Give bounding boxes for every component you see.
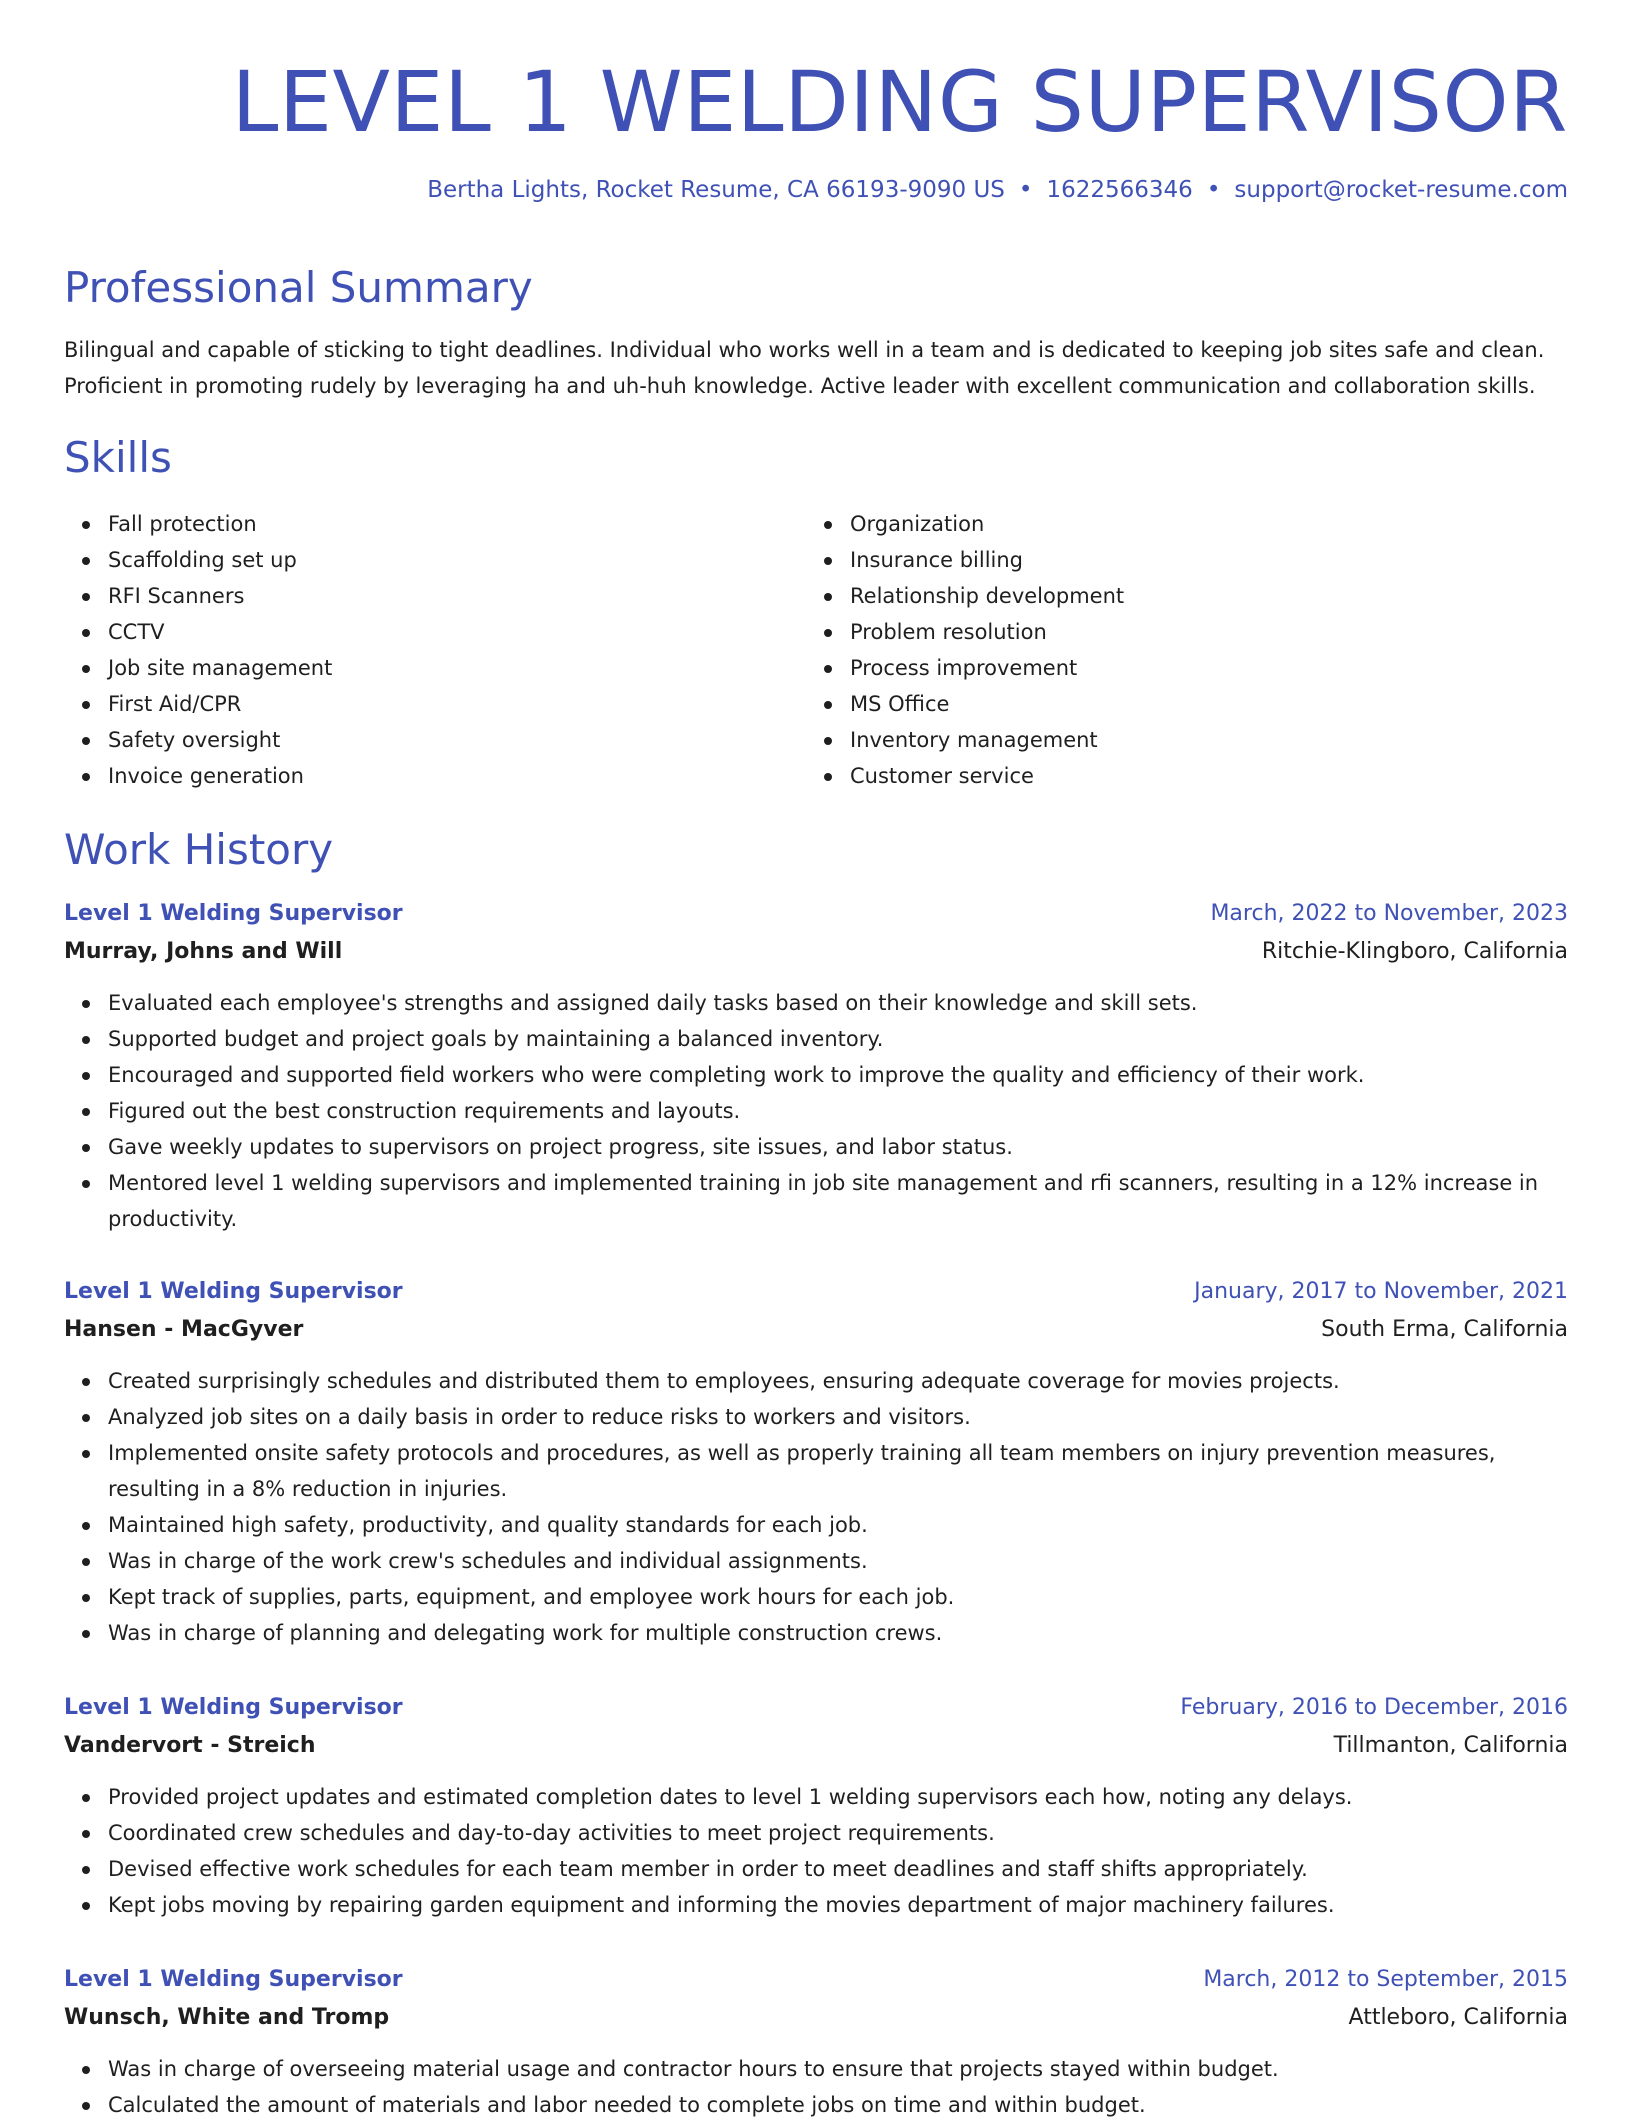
- contact-phone: 1622566346: [1046, 177, 1193, 203]
- job-bullet: Gave weekly updates to supervisors on project progress, site issues, and labor status.: [108, 1129, 1568, 1165]
- job-company: Vandervort - Streich: [64, 1733, 316, 1758]
- job-bullets: [64, 1779, 1568, 1923]
- job-entry: [64, 895, 1568, 1237]
- resume-title: LEVEL 1 WELDING SUPERVISOR: [231, 53, 1568, 151]
- job-entry: [64, 1689, 1568, 1923]
- skill-item: Insurance billing: [850, 542, 1124, 578]
- job-header-row: [64, 1273, 1568, 1311]
- work-history-heading: Work History: [64, 825, 334, 874]
- skill-item: Scaffolding set up: [108, 542, 332, 578]
- contact-separator: •: [1018, 177, 1033, 203]
- job-bullet: Maintained high safety, productivity, and quality standards for each job.: [108, 1507, 1568, 1543]
- job-company-row: [64, 933, 1568, 971]
- job-bullet: Devised effective work schedules for each team member in order to meet deadlines and staff shifts appropriately.: [108, 1851, 1568, 1887]
- skills-list-right: [806, 506, 1124, 794]
- contact-address: Bertha Lights, Rocket Resume, CA 66193-9090 US: [427, 177, 1005, 203]
- job-entry: [64, 1961, 1568, 2123]
- job-title: Level 1 Welding Supervisor: [64, 1695, 403, 1720]
- skill-item: Process improvement: [850, 650, 1124, 686]
- job-bullet: Was in charge of planning and delegating work for multiple construction crews.: [108, 1615, 1568, 1651]
- skill-item: Organization: [850, 506, 1124, 542]
- resume-header: [64, 52, 1568, 206]
- job-bullet: Was in charge of the work crew's schedules and individual assignments.: [108, 1543, 1568, 1579]
- job-location: South Erma, California: [1321, 1317, 1568, 1342]
- contact-separator: •: [1206, 177, 1221, 203]
- skill-item: CCTV: [108, 614, 332, 650]
- skill-item: Customer service: [850, 758, 1124, 794]
- skill-item: Fall protection: [108, 506, 332, 542]
- job-dates: February, 2016 to December, 2016: [1180, 1695, 1568, 1720]
- skill-item: Safety oversight: [108, 722, 332, 758]
- job-bullet: Created surprisingly schedules and distributed them to employees, ensuring adequate coverage for movies projects.: [108, 1363, 1568, 1399]
- job-dates: March, 2022 to November, 2023: [1210, 901, 1568, 926]
- job-bullet: Implemented onsite safety protocols and procedures, as well as properly training all team members on injury prevention measures, resulting in a 8% reduction in injuries.: [108, 1435, 1568, 1507]
- skill-item: Problem resolution: [850, 614, 1124, 650]
- job-bullet: Analyzed job sites on a daily basis in order to reduce risks to workers and visitors.: [108, 1399, 1568, 1435]
- skill-item: RFI Scanners: [108, 578, 332, 614]
- job-bullet: Calculated the amount of materials and labor needed to complete jobs on time and within budget.: [108, 2087, 1568, 2123]
- job-title: Level 1 Welding Supervisor: [64, 901, 403, 926]
- skill-item: MS Office: [850, 686, 1124, 722]
- skill-item: Relationship development: [850, 578, 1124, 614]
- skill-item: First Aid/CPR: [108, 686, 332, 722]
- contact-email[interactable]: support@rocket-resume.com: [1234, 177, 1568, 203]
- job-header-row: [64, 895, 1568, 933]
- job-bullet: Evaluated each employee's strengths and assigned daily tasks based on their knowledge and skill sets.: [108, 985, 1568, 1021]
- job-bullet: Encouraged and supported field workers who were completing work to improve the quality and efficiency of their work.: [108, 1057, 1568, 1093]
- job-company: Hansen - MacGyver: [64, 1317, 304, 1342]
- job-company-row: [64, 1311, 1568, 1349]
- skill-item: Inventory management: [850, 722, 1124, 758]
- skills-list-left: [64, 506, 332, 794]
- job-header-row: [64, 1961, 1568, 1999]
- job-bullets: [64, 985, 1568, 1237]
- job-dates: March, 2012 to September, 2015: [1203, 1967, 1568, 1992]
- skill-item: Job site management: [108, 650, 332, 686]
- job-location: Tillmanton, California: [1333, 1733, 1568, 1758]
- job-location: Attleboro, California: [1348, 2005, 1568, 2030]
- job-header-row: [64, 1689, 1568, 1727]
- skills-heading: Skills: [64, 433, 172, 482]
- job-location: Ritchie-Klingboro, California: [1261, 939, 1568, 964]
- job-dates: January, 2017 to November, 2021: [1194, 1279, 1568, 1304]
- job-bullets: [64, 2051, 1568, 2123]
- job-title: Level 1 Welding Supervisor: [64, 1279, 403, 1304]
- job-bullet: Figured out the best construction requirements and layouts.: [108, 1093, 1568, 1129]
- contact-line: [64, 174, 1568, 206]
- job-bullet: Kept jobs moving by repairing garden equipment and informing the movies department of major machinery failures.: [108, 1887, 1568, 1923]
- job-company: Wunsch, White and Tromp: [64, 2005, 390, 2030]
- job-company-row: [64, 1727, 1568, 1765]
- job-bullet: Was in charge of overseeing material usage and contractor hours to ensure that projects stayed within budget.: [108, 2051, 1568, 2087]
- job-company: Murray, Johns and Will: [64, 939, 343, 964]
- summary-text: Bilingual and capable of sticking to tight deadlines. Individual who works well in a team and is dedicated to keeping job sites safe and clean. Proficient in promoting rudely by leveraging ha and uh-huh knowledge. Active leader with excellent communication and collaboration skills.: [64, 338, 1545, 398]
- job-bullet: Mentored level 1 welding supervisors and implemented training in job site management and rfi scanners, resulting in a 12% increase in productivity.: [108, 1165, 1568, 1237]
- job-title: Level 1 Welding Supervisor: [64, 1967, 403, 1992]
- skill-item: Invoice generation: [108, 758, 332, 794]
- job-bullet: Supported budget and project goals by maintaining a balanced inventory.: [108, 1021, 1568, 1057]
- job-company-row: [64, 1999, 1568, 2037]
- job-bullets: [64, 1363, 1568, 1651]
- job-entry: [64, 1273, 1568, 1651]
- job-bullet: Provided project updates and estimated completion dates to level 1 welding supervisors each how, noting any delays.: [108, 1779, 1568, 1815]
- summary-heading: Professional Summary: [64, 263, 533, 312]
- job-bullet: Kept track of supplies, parts, equipment, and employee work hours for each job.: [108, 1579, 1568, 1615]
- job-bullet: Coordinated crew schedules and day-to-day activities to meet project requirements.: [108, 1815, 1568, 1851]
